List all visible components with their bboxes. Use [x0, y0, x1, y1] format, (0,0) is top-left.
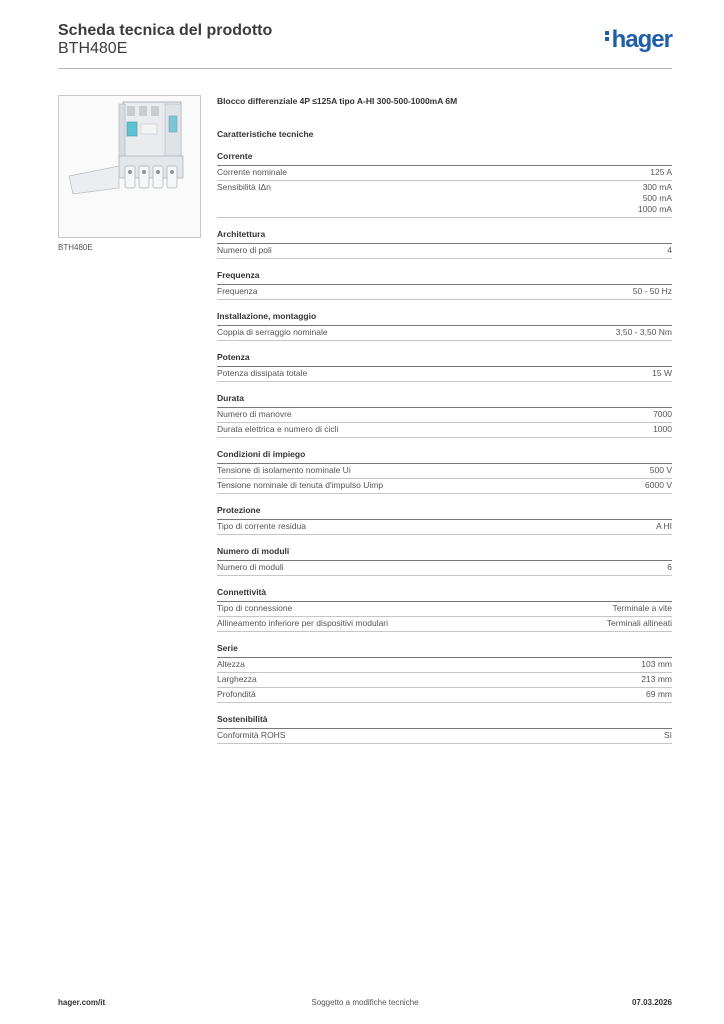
spec-label: Durata elettrica e numero di cicli [217, 424, 339, 434]
page-header [58, 20, 672, 68]
spec-label: Numero di poli [217, 245, 272, 255]
spec-label: Numero di moduli [217, 562, 284, 572]
spec-group-title: Serie [217, 643, 672, 658]
spec-row [217, 617, 672, 632]
rcd-block-illustration [59, 96, 200, 237]
spec-group-title: Architettura [217, 229, 672, 244]
spec-group-title: Potenza [217, 352, 672, 367]
spec-label: Profondità [217, 689, 256, 699]
spec-value: 69 mm [646, 689, 672, 699]
spec-label: Corrente nominale [217, 167, 287, 177]
spec-row [217, 673, 672, 688]
spec-content [217, 96, 672, 744]
spec-row [217, 479, 672, 494]
spec-value: 300 mA 500 mA 1000 mA [637, 182, 672, 214]
spec-label: Tipo di connessione [217, 603, 293, 613]
document-title: Scheda tecnica del prodotto [58, 22, 273, 39]
product-image [58, 95, 201, 238]
spec-value: 6 [667, 562, 672, 572]
spec-value: 15 W [652, 368, 672, 378]
spec-row [217, 244, 672, 259]
spec-value: 125 A [650, 167, 672, 177]
spec-label: Tensione nominale di tenuta d'impulso Uimp [217, 480, 384, 490]
spec-label: Tipo di corrente residua [217, 521, 306, 531]
spec-label: Sensibilità IΔn [217, 182, 271, 192]
spec-row [217, 658, 672, 673]
spec-value: 4 [667, 245, 672, 255]
spec-row [217, 729, 672, 744]
spec-label: Potenza dissipata totale [217, 368, 308, 378]
spec-value: 3,50 - 3,50 Nm [615, 327, 672, 337]
spec-value: Sì [663, 730, 672, 740]
spec-row [217, 688, 672, 703]
product-description: Blocco differenziale 4P ≤125A tipo A-HI 300-500-1000mA 6M [217, 96, 458, 106]
spec-label: Allineamento inferiore per dispositivi modulari [217, 618, 389, 628]
spec-row [217, 367, 672, 382]
spec-label: Larghezza [217, 674, 257, 684]
spec-row [217, 285, 672, 300]
spec-row [217, 181, 672, 218]
spec-value: 103 mm [641, 659, 672, 669]
spec-group-title: Connettività [217, 587, 672, 602]
spec-row [217, 166, 672, 181]
spec-group-title: Protezione [217, 505, 672, 520]
footer-notice: Soggetto a modifiche tecniche [311, 998, 419, 1007]
spec-value: 1000 [653, 424, 672, 434]
footer-website-link[interactable]: hager.com/it [58, 998, 106, 1007]
header-divider [58, 68, 672, 69]
spec-group-title: Corrente [217, 151, 672, 166]
spec-group-title: Durata [217, 393, 672, 408]
spec-row [217, 602, 672, 617]
spec-row [217, 423, 672, 438]
spec-row [217, 561, 672, 576]
spec-row [217, 408, 672, 423]
product-code: BTH480E [58, 40, 128, 57]
spec-label: Conformità ROHS [217, 730, 286, 740]
spec-label: Coppia di serraggio nominale [217, 327, 328, 337]
spec-label: Frequenza [217, 286, 258, 296]
hager-logo[interactable] [605, 26, 672, 54]
spec-value: Terminali allineati [606, 618, 672, 628]
spec-group-title: Numero di moduli [217, 546, 672, 561]
spec-value: 6000 V [645, 480, 672, 490]
spec-group-title: Frequenza [217, 270, 672, 285]
spec-value: 500 V [649, 465, 672, 475]
spec-label: Altezza [217, 659, 245, 669]
logo-text: hager [611, 26, 672, 53]
spec-row [217, 464, 672, 479]
spec-group-title: Condizioni di impiego [217, 449, 672, 464]
spec-row [217, 326, 672, 341]
spec-value: Terminale a vite [612, 603, 672, 613]
spec-group-title: Sostenibilità [217, 714, 672, 729]
spec-label: Numero di manovre [217, 409, 292, 419]
spec-label: Tensione di isolamento nominale Ui [217, 465, 351, 475]
spec-value: A HI [655, 521, 672, 531]
spec-value: 50 - 50 Hz [632, 286, 672, 296]
section-heading: Caratteristiche tecniche [217, 129, 314, 139]
spec-value: 7000 [653, 409, 672, 419]
logo-dots-icon [605, 29, 610, 43]
spec-row [217, 520, 672, 535]
image-caption: BTH480E [58, 243, 93, 252]
spec-groups [217, 151, 672, 744]
spec-value: 213 mm [641, 674, 672, 684]
footer-date: 07.03.2026 [631, 998, 672, 1007]
spec-group-title: Installazione, montaggio [217, 311, 672, 326]
